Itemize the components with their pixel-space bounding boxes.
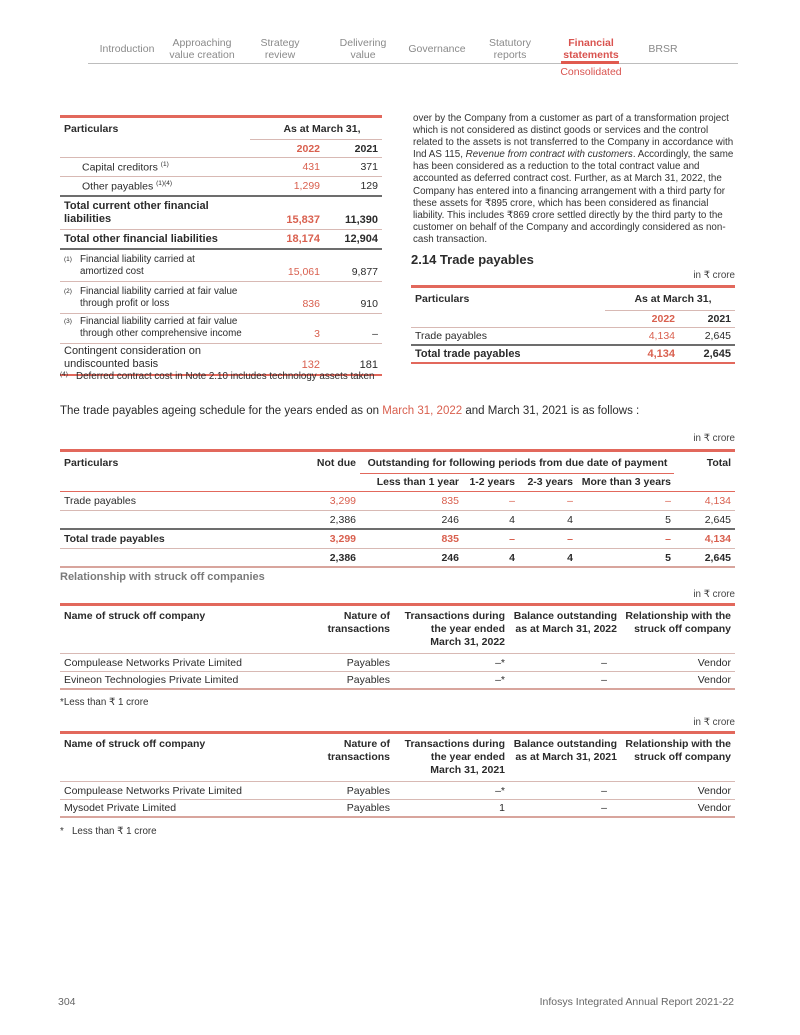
value-2-3-years: – — [567, 533, 573, 545]
row-label: Capital creditors — [82, 161, 158, 173]
transactions-value: –* — [495, 674, 505, 686]
sentence-text: The trade payables ageing schedule for the years ended as on — [60, 405, 383, 417]
ageing-table — [60, 449, 735, 568]
balance-value: – — [601, 656, 607, 669]
footnote-mark: (1) — [64, 256, 72, 263]
nav-governance[interactable]: Governance — [408, 43, 466, 55]
value-2022: 1,299 — [293, 180, 320, 192]
footnote-mark: (3) — [64, 318, 72, 325]
balance-value: – — [601, 802, 607, 814]
value-1-2-years: 4 — [509, 551, 515, 564]
value-2021: 2,645 — [704, 330, 731, 342]
col-header-name: Name of struck off company — [64, 610, 206, 622]
value-2022: 4,134 — [647, 348, 675, 360]
value-less-than-1-year: 835 — [441, 533, 459, 545]
table-row-footnote — [60, 282, 382, 314]
value-more-than-3-years: – — [665, 533, 671, 545]
table-row — [60, 158, 382, 177]
unit-label: in ₹ crore — [693, 717, 735, 728]
row-label: Financial liability carried at amortized cost — [80, 254, 195, 277]
nav-sub-consolidated[interactable]: Consolidated — [560, 66, 622, 78]
table-row — [60, 800, 735, 818]
footnote-ref: (1)(4) — [156, 179, 173, 187]
table-row — [60, 672, 735, 690]
value-2-3-years: 4 — [567, 551, 573, 564]
col-header-relationship: Relationship with the struck off company — [625, 610, 731, 635]
nav-active-indicator — [561, 61, 619, 64]
value-not-due: 3,299 — [329, 495, 356, 507]
value-total: 4,134 — [704, 533, 731, 545]
table-row — [60, 492, 735, 511]
nav-statutory-reports[interactable]: Statutory reports — [488, 37, 532, 61]
footnote-mark: (4) — [60, 371, 68, 378]
nature-value: Payables — [346, 802, 390, 814]
value-2021: 129 — [360, 180, 378, 192]
continuation-paragraph — [413, 113, 735, 246]
row-label: Total other financial liabilities — [64, 233, 218, 245]
col-header-2021: 2021 — [354, 142, 378, 155]
footnote-ref: (1) — [160, 160, 169, 168]
row-label: Financial liability carried at fair value through other comprehensive income — [80, 316, 242, 339]
paragraph-text: . Accordingly, the same has been considered as a reduction to the total contract value and accounted as deferred contract cost. Further, as at March 31, 2022, the Company has entered into a financing arrangement with a third party for these assets for ₹895 crore, which has been considered as financial liability. This includes ₹869 crore settled directly by the third party to the customer on behalf of the Company and accordingly considered as non-cash transaction. — [413, 149, 734, 245]
col-header-outstanding: Outstanding for following periods from due date of payment — [367, 456, 668, 469]
value-not-due: 3,299 — [329, 533, 356, 545]
col-header-1-2-years: 1-2 years — [469, 476, 515, 488]
paragraph-text: over by the Company from a customer as part of a transformation project which is not considered as distinct goods or services and the control related to the assets is not transferred to the Company in accordance with Ind AS 115, — [413, 113, 734, 161]
other-financial-liabilities-table — [60, 115, 382, 376]
value-2021: 910 — [360, 298, 378, 310]
value-total: 2,645 — [704, 551, 731, 564]
value-2021: 181 — [359, 359, 378, 371]
section-heading-struck-off: Relationship with struck off companies — [60, 571, 265, 583]
table-row-total — [411, 346, 735, 364]
col-header-2-3-years: 2-3 years — [527, 476, 573, 488]
relationship-value: Vendor — [697, 784, 731, 797]
company-name: Mysodet Private Limited — [64, 802, 177, 814]
value-total: 4,134 — [704, 495, 731, 507]
nature-value: Payables — [346, 656, 390, 669]
table-row — [60, 654, 735, 672]
row-label: Trade payables — [64, 495, 136, 507]
value-1-2-years: – — [509, 533, 515, 545]
table-row — [411, 328, 735, 346]
table-row-total — [60, 549, 735, 568]
col-header-balance: Balance outstanding as at March 31, 2021 — [513, 738, 617, 763]
table-row — [60, 177, 382, 197]
transactions-value: –* — [495, 656, 505, 669]
table-row — [60, 511, 735, 530]
table-row-total — [60, 230, 382, 250]
col-header-nature: Nature of transactions — [327, 610, 390, 635]
nav-divider — [88, 63, 738, 64]
balance-value: – — [601, 784, 607, 797]
col-header-2022: 2022 — [651, 312, 675, 325]
col-header-particulars: Particulars — [64, 456, 119, 469]
note-less-than-1-crore: *Less than ₹ 1 crore — [60, 697, 149, 708]
value-not-due: 2,386 — [329, 513, 356, 526]
col-header-transactions: Transactions during the year ended March 31, 2022 — [404, 610, 505, 648]
col-header-less-than-1-year: Less than 1 year — [376, 476, 459, 488]
unit-label: in ₹ crore — [693, 589, 735, 600]
col-header-more-than-3-years: More than 3 years — [581, 476, 671, 488]
col-header-balance: Balance outstanding as at March 31, 2022 — [513, 610, 617, 635]
nav-financial-statements[interactable]: Financial statements — [563, 37, 619, 61]
footnote-mark: (2) — [64, 288, 72, 295]
value-2022: 18,174 — [286, 233, 320, 245]
value-2021: 371 — [360, 161, 378, 173]
value-2022: 431 — [302, 161, 320, 173]
col-header-not-due: Not due — [316, 456, 356, 469]
nav-delivering-value[interactable]: Delivering value — [339, 37, 387, 61]
company-name: Compulease Networks Private Limited — [64, 656, 242, 669]
struck-off-table-2022 — [60, 603, 735, 690]
relationship-value: Vendor — [697, 656, 731, 669]
struck-off-table-2021 — [60, 731, 735, 818]
row-label: Other payables — [82, 180, 154, 192]
value-total: 2,645 — [704, 513, 731, 526]
value-2021: 9,877 — [351, 266, 378, 278]
nature-value: Payables — [346, 674, 390, 686]
nav-brsr[interactable]: BRSR — [648, 43, 678, 55]
value-2022: 3 — [314, 328, 320, 340]
col-header-as-at: As at March 31, — [283, 123, 361, 135]
value-2022: 836 — [302, 298, 320, 310]
value-more-than-3-years: 5 — [665, 513, 671, 526]
col-header-2021: 2021 — [707, 312, 731, 325]
value-2-3-years: 4 — [567, 513, 573, 526]
col-header-transactions: Transactions during the year ended March 31, 2021 — [404, 738, 505, 776]
table-row-total — [60, 530, 735, 549]
value-less-than-1-year: 835 — [441, 495, 459, 507]
value-1-2-years: 4 — [509, 513, 515, 526]
value-1-2-years: – — [509, 495, 515, 507]
value-2-3-years: – — [567, 495, 573, 507]
value-2022: 132 — [301, 359, 320, 371]
paragraph-italic-text: Revenue from contract with customers — [465, 149, 633, 161]
nature-value: Payables — [346, 784, 390, 797]
value-2022: 4,134 — [648, 330, 675, 342]
row-label: Trade payables — [415, 330, 487, 342]
col-header-particulars: Particulars — [415, 293, 470, 305]
transactions-value: –* — [495, 784, 505, 797]
section-nav — [88, 34, 738, 64]
footnote-4 — [60, 371, 374, 382]
footnote-text: Deferred contract cost in Note 2.10 includes technology assets taken — [76, 371, 375, 382]
col-header-total: Total — [706, 456, 731, 469]
row-label: Contingent consideration on undiscounted basis — [64, 345, 201, 370]
col-header-2022: 2022 — [296, 142, 320, 155]
col-header-nature: Nature of transactions — [327, 738, 390, 763]
balance-value: – — [601, 674, 607, 686]
nav-introduction[interactable]: Introduction — [99, 43, 155, 55]
col-header-as-at: As at March 31, — [634, 293, 712, 305]
col-header-particulars: Particulars — [64, 123, 119, 135]
company-name: Evineon Technologies Private Limited — [64, 674, 239, 686]
sentence-highlight: March 31, 2022 — [382, 405, 463, 417]
section-heading-trade-payables: 2.14 Trade payables — [411, 252, 534, 267]
value-not-due: 2,386 — [329, 551, 356, 564]
row-label: Financial liability carried at fair value through profit or loss — [80, 286, 238, 309]
ageing-intro-sentence — [60, 405, 639, 417]
nav-strategy-review[interactable]: Strategy review — [260, 37, 300, 61]
transactions-value: 1 — [499, 802, 505, 814]
relationship-value: Vendor — [697, 802, 731, 814]
unit-label: in ₹ crore — [693, 433, 735, 444]
page-number: 304 — [58, 996, 76, 1008]
value-more-than-3-years: – — [665, 495, 671, 507]
table-row-footnote — [60, 314, 382, 344]
value-2022: 15,061 — [287, 266, 320, 278]
value-2022: 15,837 — [286, 214, 320, 226]
sentence-text: and March 31, 2021 is as follows : — [462, 405, 640, 417]
report-title: Infosys Integrated Annual Report 2021-22 — [539, 996, 734, 1008]
value-more-than-3-years: 5 — [665, 551, 671, 564]
table-row-footnote — [60, 250, 382, 282]
value-2021: 2,645 — [703, 348, 731, 360]
value-2021: 12,904 — [344, 233, 378, 245]
company-name: Compulease Networks Private Limited — [64, 784, 242, 797]
value-2021: 11,390 — [344, 214, 378, 226]
note-less-than-1-crore: * Less than ₹ 1 crore — [60, 826, 157, 837]
row-label: Total trade payables — [64, 533, 165, 545]
table-row — [60, 782, 735, 800]
value-less-than-1-year: 246 — [441, 513, 459, 526]
col-header-relationship: Relationship with the struck off company — [625, 738, 731, 763]
col-header-name: Name of struck off company — [64, 738, 206, 750]
nav-approaching-value-creation[interactable]: Approaching value creation — [169, 37, 235, 61]
trade-payables-table — [411, 285, 735, 364]
row-label: Total trade payables — [415, 348, 521, 360]
unit-label: in ₹ crore — [693, 270, 735, 281]
table-row-total — [60, 197, 382, 230]
relationship-value: Vendor — [697, 674, 731, 686]
value-2021: – — [372, 328, 378, 340]
row-label: Total current other financial liabilities — [64, 200, 209, 225]
value-less-than-1-year: 246 — [441, 551, 459, 564]
